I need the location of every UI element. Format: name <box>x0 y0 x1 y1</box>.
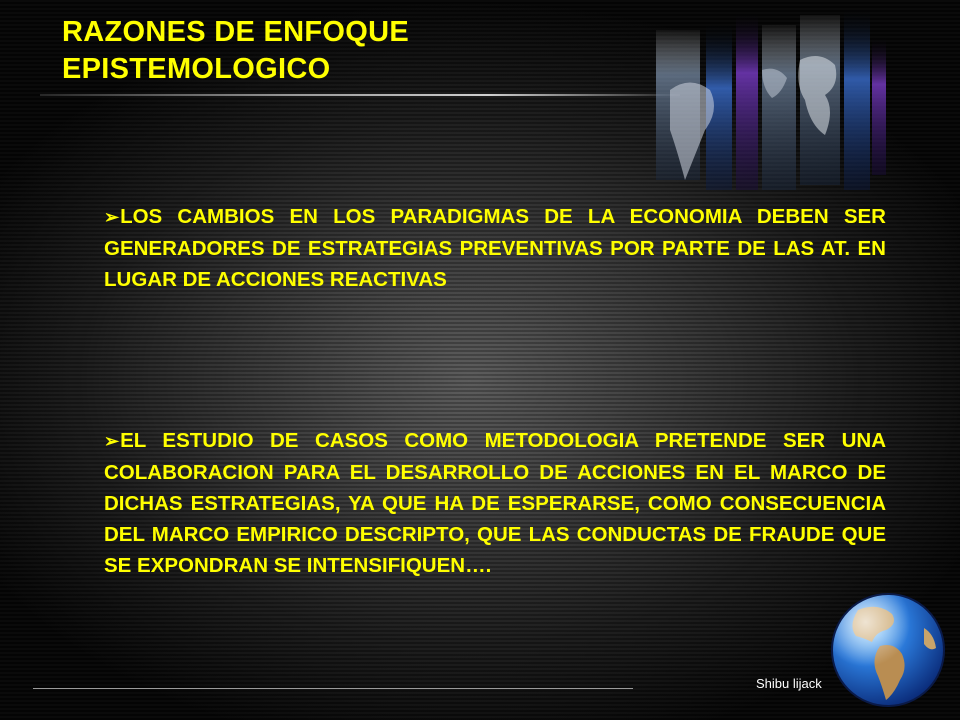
arrow-right-icon: ➢ <box>104 207 120 227</box>
title-underline <box>40 94 680 96</box>
arrow-right-icon: ➢ <box>104 431 120 451</box>
footer-author: Shibu lijack <box>756 676 822 691</box>
world-map-bars-image <box>650 0 890 195</box>
footer-divider <box>33 688 633 689</box>
bullet-2 <box>104 425 886 581</box>
slide-title <box>62 14 622 88</box>
globe-icon <box>828 590 946 710</box>
bullet-2-text: EL ESTUDIO DE CASOS COMO METODOLOGIA PRETENDE SER UNA COLABORACION PARA EL DESARROLLO DE ACCIONES EN EL MARCO DE DICHAS ESTRATEGIAS, YA QUE HA DE ESPERARSE, COMO CONSECUENCIA DEL MARCO EMPIRICO DESCRIPTO, QUE LAS CONDUCTAS DE FRAUDE QUE SE EXPONDRAN SE INTENSIFIQUEN…. <box>104 429 886 577</box>
bullet-1-text: LOS CAMBIOS EN LOS PARADIGMAS DE LA ECONOMIA DEBEN SER GENERADORES DE ESTRATEGIAS PREVENTIVAS POR PARTE DE LAS AT. EN LUGAR DE ACCIONES REACTIVAS <box>104 205 886 291</box>
bullet-1 <box>104 201 886 295</box>
title-line-2: EPISTEMOLOGICO <box>62 53 331 85</box>
title-line-1: RAZONES DE ENFOQUE <box>62 16 409 48</box>
